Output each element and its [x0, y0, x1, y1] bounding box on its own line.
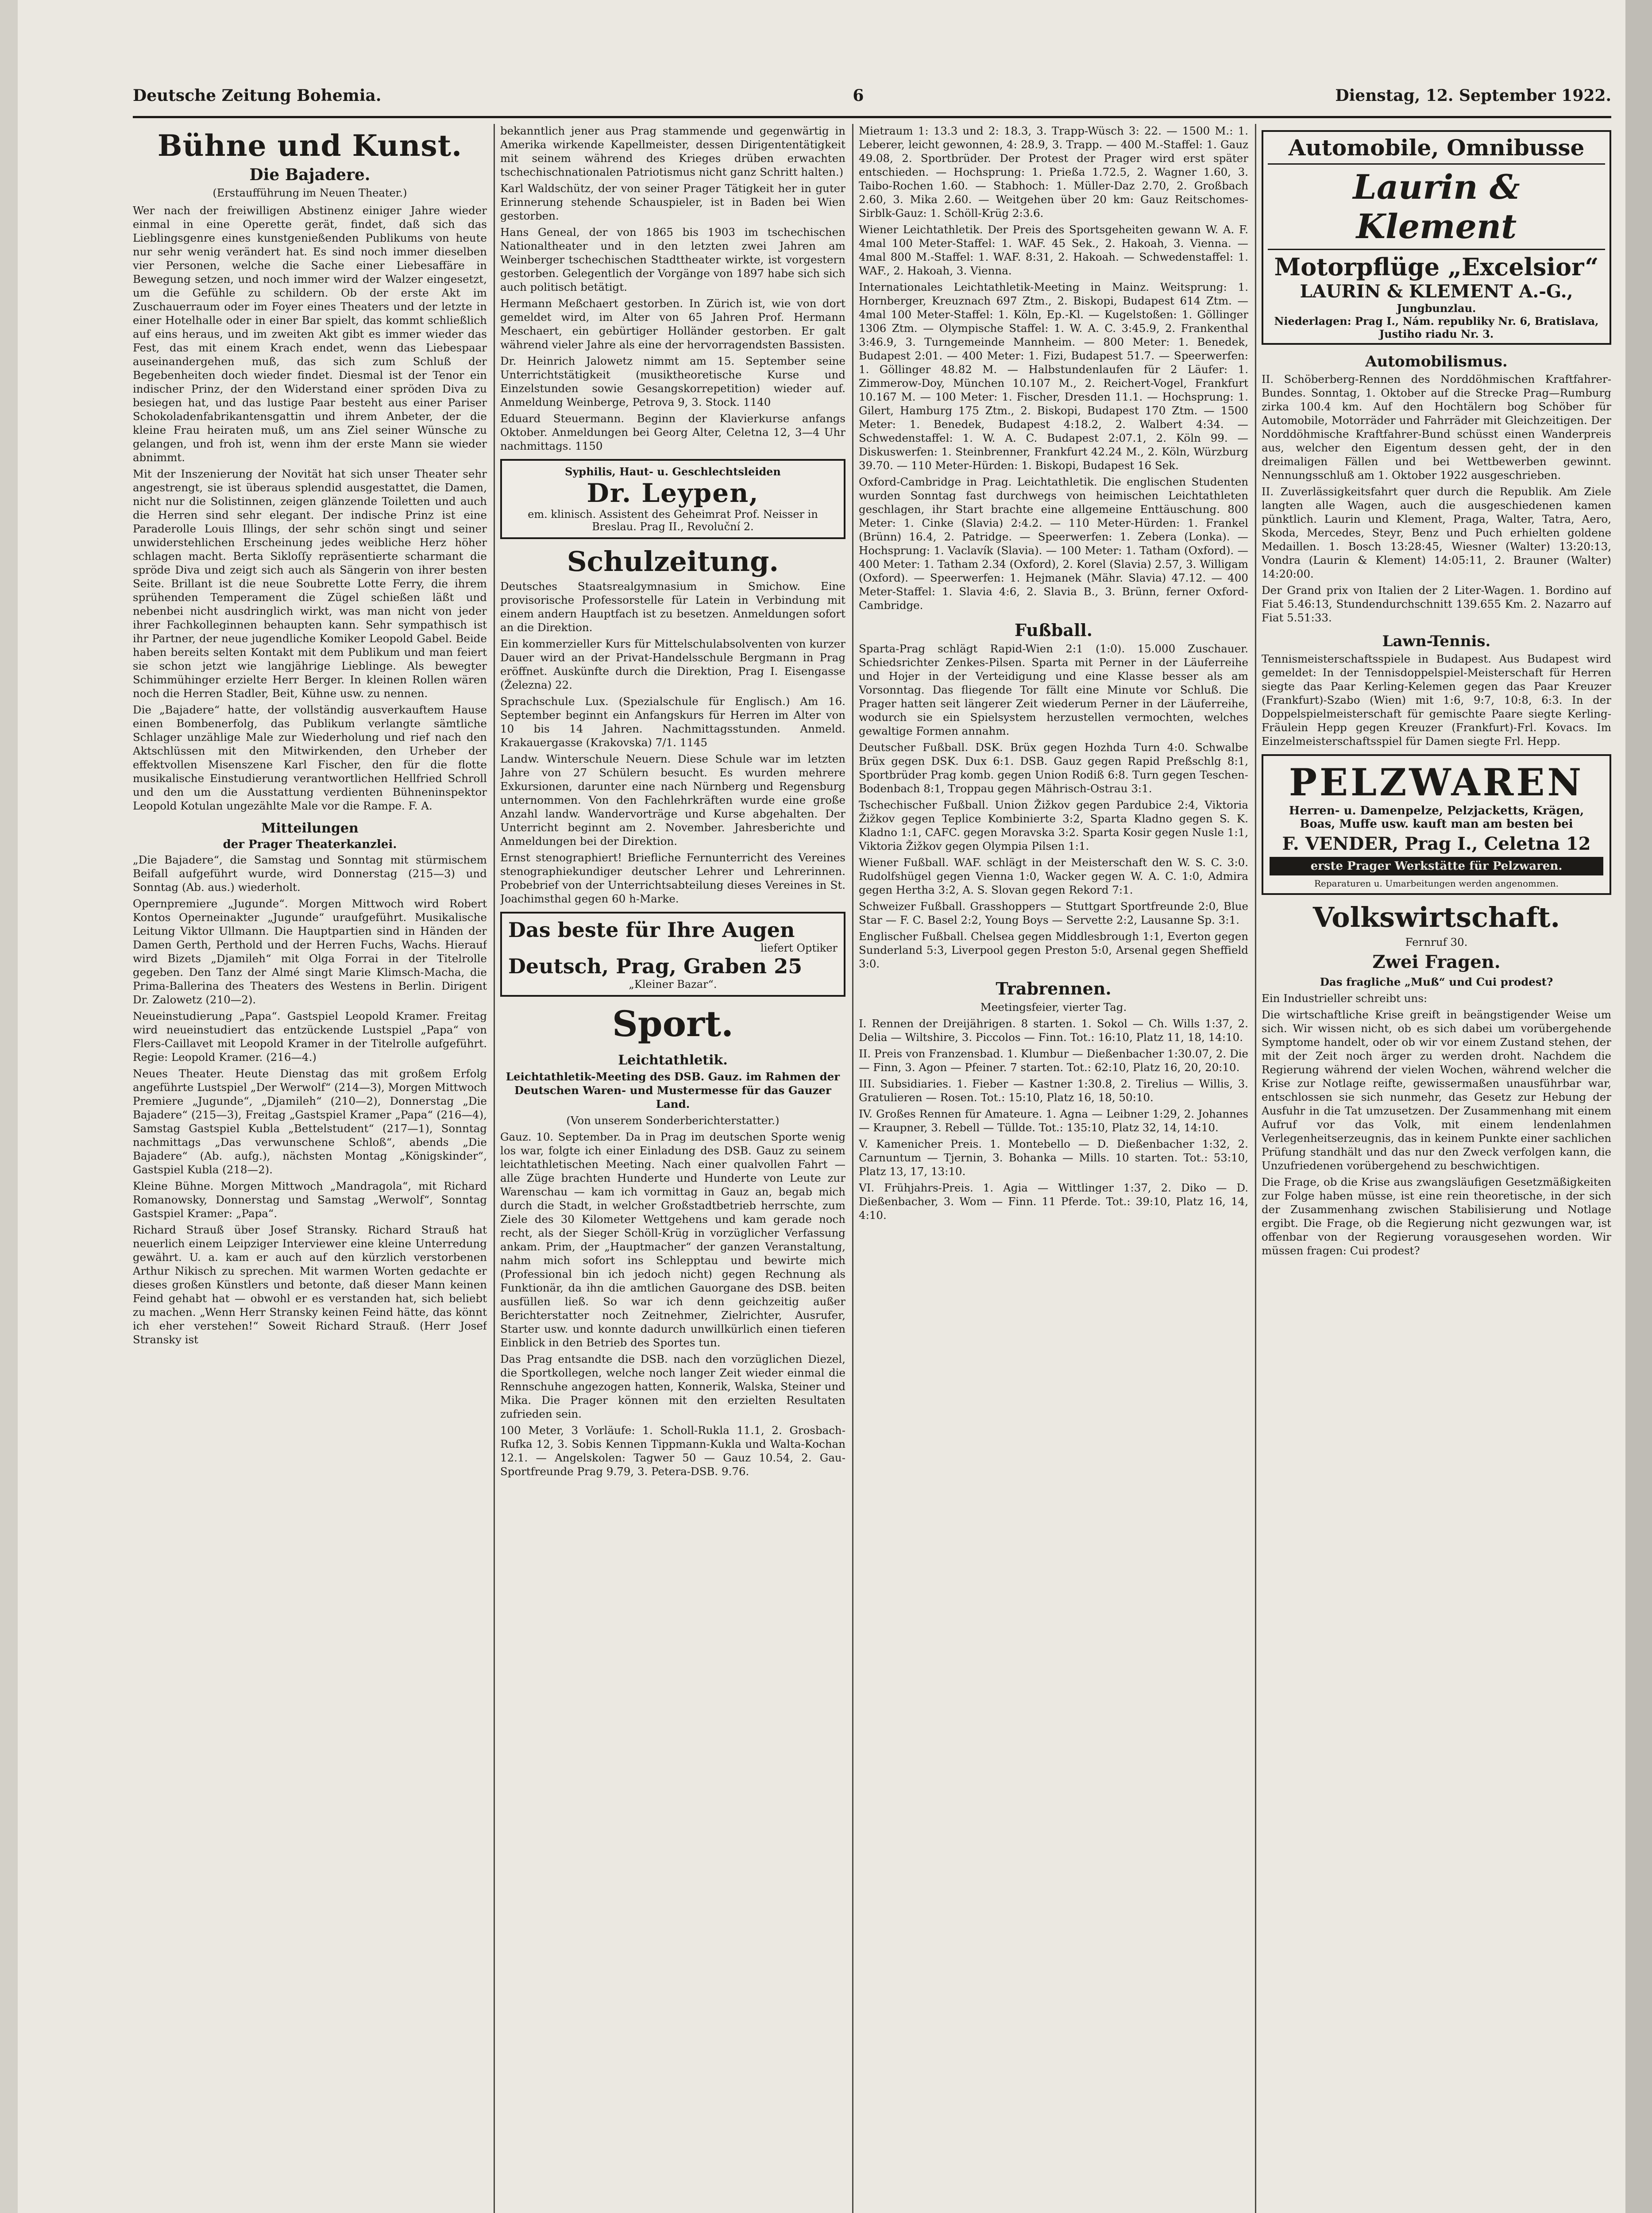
article-paragraph: Hermann Meßchaert gestorben. In Zürich ist, wie von dort gemeldet wird, im Alter von 65 Jahren Prof. Hermann Meschaert, ein gebürtiger Holländer gestorben. Er galt während vieler Jahre als eine der hervorragendsten Bassisten. [500, 297, 845, 351]
ad-augen-line2: liefert Optiker [760, 942, 838, 954]
article-paragraph: 100 Meter, 3 Vorläufe: 1. Scholl-Rukla 11.1, 2. Grosbach-Rufka 12, 3. Sobis Kennen Tippmann-Kukla und Walta-Kochan 12.1. — Angelskolen: Tagwer 50 — Gauz 10.54, 2. Gau-Sportfreunde Prag 9.79, 3. Petera-DSB. 9.76. [500, 1424, 845, 1478]
article-paragraph: Mietraum 1: 13.3 und 2: 18.3, 3. Trapp-Wüsch 3: 22. — 1500 M.: 1. Leberer, leicht gewonnen, 4: 28.9, 3. Trapp. — 400 M.-Staffel: 1. Gauz 49.08, 2. Sportbrüder. Der Protest der Prager wird erst später entschieden. — Hochsprung: 1. Prießa 1.72.5, 2. Wagner 1.60, 3. Taibo-Rochen 1.60. — Stabhoch: 1. Müller-Daz 2.70, 2. Großbach 2.60, 3. Mika 2.60. — Weitgehen über 20 km: Gauz Reitschomes-Sirblk-Gauz: 1. Schöll-Krüg 2:3.6. [859, 124, 1248, 220]
section-title-trabrennen: Trabrennen. [996, 979, 1112, 999]
ad-pelzwaren [1262, 754, 1611, 895]
section-title-leichtathletik: Leichtathletik. [618, 1053, 728, 1068]
article-paragraph: Wiener Fußball. WAF. schlägt in der Meisterschaft den W. S. C. 3:0. Rudolfshügel gegen Vienna 1:0, Wacker gegen W. A. C. 1:0, Admira gegen Hertha 3:2, A. S. Slovan gegen Rekord 7:1. [859, 856, 1248, 896]
header-date: Dienstag, 12. September 1922. [1335, 86, 1611, 105]
ad-leypen-top: Syphilis, Haut- u. Geschlechtsleiden [565, 465, 781, 478]
section-title-schulzeitung: Schulzeitung. [567, 545, 779, 578]
article-paragraph: Opernpremiere „Jugunde“. Morgen Mittwoch wird Robert Kontos Operneinakter „Jugunde“ uraufgeführt. Musikalische Leitung Viktor Ullmann. Die Hauptpartien sind in Händen der Damen Gerth, Perthold und der Herren Fuchs, Wachs. Hierauf wird Bizets „Djamileh“ mit Olga Forrai in der Titelrolle gegeben. Den Tanz der Almé singt Marie Klimsch-Macha, die Prima-Ballerina des Theaters des Westens in Berlin. Dirigent Dr. Zalowetz (210—2). [133, 897, 487, 1006]
article-paragraph: Mit der Inszenierung der Novität hat sich unser Theater sehr angestrengt, sie ist überaus splendid ausgestattet, die Damen, nicht nur die Solistinnen, zeigen glänzende Toiletten und auch die Herren sind sehr elegant. Der indische Prinz ist eine Paraderolle Louis Illings, der sehr schön singt und seiner unwiderstehlichen Erscheinung jedes weibliche Herz höher schlagen macht. Berta Sikloſſy repräsentierte scharmant die spröde Diva und zeigt sich auch als Sängerin von ihrer besten Seite. Brillant ist die neue Soubrette Lotte Ferry, die ihrem sprühenden Temperament die Zügel schießen läßt und nebenbei nicht ausdringlich wirkt, was man nicht von jeder ihrer Fachkolleginnen behaupten kann. Sehr sympathisch ist ihr Partner, der neue jugendliche Komiker Leopold Gabel. Beide haben bereits selten Kontakt mit dem Publikum und man feiert sie schon jetzt wie langjährige Lieblinge. Als bewegter Schimmühinger erzielte Herr Berger. In kleinen Rollen wären noch die Herren Stadler, Beit, Kühne usw. zu nennen. [133, 467, 487, 700]
article-paragraph: Sprachschule Lux. (Spezialschule für Englisch.) Am 16. September beginnt ein Anfangskurs für Herren im Alter von 10 bis 14 Jahren. Nachmittagsstunden. Anmeld. Krakauergasse (Krakovska) 7/1. 1145 [500, 695, 845, 749]
article-paragraph: Dr. Heinrich Jalowetz nimmt am 15. September seine Unterrichtstätigkeit (musiktheoretische Kurse und Einzelstunden sowie Gesangskorrepetition) wieder auf. Anmeldung Weinberge, Petrova 9, 3. Stock. 1140 [500, 355, 845, 409]
ad-augen-line3: Deutsch, Prag, Graben 25 [508, 954, 803, 978]
article-subtitle: Meetingsfeier, vierter Tag. [980, 1001, 1127, 1014]
article-paragraph: Deutsches Staatsrealgymnasium in Smichow. Eine provisorische Professorstelle für Latein in Verbindung mit einem andern Hauptfach ist zu besetzen. Anmeldungen sofort an die Direktion. [500, 580, 845, 634]
section-title-fussball: Fußball. [1014, 620, 1093, 640]
ad-pelz-line2: F. VENDER, Prag I., Celetna 12 [1282, 833, 1591, 854]
article-paragraph: Tschechischer Fußball. Union Žižkov gegen Pardubice 2:4, Viktoria Žižkov gegen Teplice Kombinierte 3:2, Sparta Kladno gegen S. K. Kladno 1:1, CAFC. gegen Moravska 3:2. Sparta Kosir gegen Nusle 1:1, Viktoria Žižkov gegen Olympia Pilsen 1:1. [859, 798, 1248, 852]
ad-augen-line4: „Kleiner Bazar“. [629, 978, 717, 991]
ad-augen-line1: Das beste für Ihre Augen [508, 918, 795, 942]
ad-leypen-detail: em. klinisch. Assistent des Geheimrat Prof. Neisser in Breslau. Prag II., Revoluční 2. [528, 508, 818, 533]
ad-pelz-line4: Reparaturen u. Umarbeitungen werden angenommen. [1314, 878, 1559, 889]
page-left-edge [0, 0, 18, 2213]
page-header [133, 82, 1611, 109]
section-title-automobilismus: Automobilismus. [1365, 353, 1508, 370]
article-paragraph: II. Schöberberg-Rennen des Norddöhmischen Kraftfahrer-Bundes. Sonntag, 1. Oktober auf die Strecke Prag—Rumburg zirka 100.4 km. Auf den Hochtälern bog Schöber für Automobile, Motorräder und Fahrräder mit Gleichzeitigen. Der Norddöhmische Kraftfahrer-Bund schüsst einen Wanderpreis aus, welcher den Eigentum dessen geht, der in den dreimaligen Fällen und bei Wettbewerben gewinnt. Nennungsschluß am 1. Oktober 1922 ausgeschrieben. [1262, 373, 1611, 482]
article-paragraph: Karl Waldschütz, der von seiner Prager Tätigkeit her in guter Erinnerung stehende Schauspieler, ist in Baden bei Wien gestorben. [500, 182, 845, 222]
ad-laurin-klement [1262, 130, 1611, 345]
article-paragraph: Sparta-Prag schlägt Rapid-Wien 2:1 (1:0). 15.000 Zuschauer. Schiedsrichter Zenkes-Pilsen. Sparta mit Perner in der Läuferreihe und Hojer in der Verteidigung und eine Klasse besser als am Vorsonntag. Das fliegende Tor fällt eine Minute vor Schluß. Die Prager hatten seit längerer Zeit wiederum Perner in der Läuferreihe, wodurch sie ein Spielsystem herzustellen vermochten, welches gewaltige Formen annahm. [859, 642, 1248, 737]
column-4 [1262, 124, 1611, 2213]
article-paragraph: V. Kamenicher Preis. 1. Montebello — D. Dießenbacher 1:32, 2. Carnuntum — Tjernin, 3. Bohanka — Mills. 10 starten. Tot.: 53:10, Platz 13, 17, 13:10. [859, 1137, 1248, 1178]
header-rule [133, 116, 1611, 118]
laurin-klement-logo [1268, 163, 1605, 250]
article-paragraph: II. Zuverlässigkeitsfahrt quer durch die Republik. Am Ziele langten alle Wagen, auch die ausgeschiedenen kamen pünktlich. Laurin und Klement, Praga, Walter, Tatra, Aero, Skoda, Mercedes, Steyr, Benz und Puch erhielten goldene Medaillen. 1. Bosch 13:28:45, Wiesner (Walter) 13:20:13, Vondra (Laurin & Klement) 14:05:11, 2. Brauner (Walter) 14:20:00. [1262, 485, 1611, 580]
ad-leypen [500, 459, 845, 539]
article-paragraph: Kleine Bühne. Morgen Mittwoch „Mandragola“, mit Richard Romanowsky, Donnerstag und Samstag „Werwolf“, Sonntag Gastspiel Kramer: „Papa“. [133, 1180, 487, 1220]
ad-leypen-name: Dr. Leypen, [587, 478, 759, 508]
article-paragraph: Schweizer Fußball. Grasshoppers — Stuttgart Sportfreunde 2:0, Blue Star — F. C. Basel 2:2, Young Boys — Servette 2:2, Lausanne Sp. 3:1. [859, 900, 1248, 926]
ad-augen [500, 912, 845, 997]
article-paragraph: Tennismeisterschaftsspiele in Budapest. Aus Budapest wird gemeldet: In der Tennisdoppelspiel-Meisterschaft für Herren siegte das Paar Kerling-Kelemen gegen das Paar Kreuzer (Frankfurt)-Szabo (Wien) mit 1:6, 9:7, 10:8, 6:3. In der Doppelspielmeisterschaft für gemischte Paare siegte Kerling-Fräulein Hepp gegen Kreuzer (Frankfurt)-Frl. Kovacs. Im Einzelmeisterschaftsspiel für Damen siegte Frl. Hepp. [1262, 652, 1611, 748]
article-paragraph: Das Prag entsandte die DSB. nach den vorzüglichen Diezel, die Sportkollegen, welche noch langer Zeit wieder einmal die Rennschuhe angezogen hatten, Konnerik, Walska, Steiner und Mika. Die Prager können mit den erzielten Resultaten zufrieden sein. [500, 1353, 845, 1420]
article-paragraph: Wer nach der freiwilligen Abstinenz einiger Jahre wieder einmal in eine Operette gerät, findet, daß sich das Lieblingsgenre eines kunstgenießenden Publikums von heute nur sehr wenig verändert hat. Es sind noch immer dieselben vier Personen, welche die Sache einer Liebesaffäre in Bewegung setzen, und noch immer wird der Walzer eingesetzt, um die Gefühle zu schildern. Ob der erste Akt im Zuschauerraum oder im Foyer eines Theaters und der letzte in einer Hotelhalle oder in einer Bar spielt, das kommt schließlich auf eins heraus, und im zweiten Akt gibt es immer wieder das Fest, das mit einem Krach endet, wenn das Liebespaar auseinandergehen muß, das sich zum Schluß der Begebenheiten doch wieder findet. Diesmal ist der Tenor ein indischer Prinz, der den Widerstand einer spröden Diva zu besiegen hat, und das lustige Paar besteht aus einer Pariser Schokoladenfabrikantensgattin und ihrem Anbeter, der die kleine Frau heiraten muß, um ans Ziel seiner Wünsche zu gelangen, und froh ist, wenn ihm der erste Mann sie wieder abnimmt. [133, 204, 487, 464]
article-paragraph: Eduard Steuermann. Beginn der Klavierkurse anfangs Oktober. Anmeldungen bei Georg Alter, Celetna 12, 3—4 Uhr nachmittags. 1150 [500, 412, 845, 452]
column-rule [852, 124, 853, 2213]
header-newspaper-name: Deutsche Zeitung Bohemia. [133, 86, 382, 105]
article-paragraph: IV. Großes Rennen für Amateure. 1. Agna — Leibner 1:29, 2. Johannes — Kraupner, 3. Rebell — Tüllde. Tot.: 135:10, Platz 32, 14, 14:10. [859, 1107, 1248, 1134]
column-1 [133, 124, 487, 2213]
section-title-lawn-tennis: Lawn-Tennis. [1382, 632, 1491, 650]
section-title-sport: Sport. [612, 1003, 734, 1045]
article-paragraph: III. Subsidiaries. 1. Fieber — Kastner 1:30.8, 2. Tirelius — Willis, 3. Gratulieren — Rosen. Tot.: 15:10, Platz 16, 18, 50:10. [859, 1077, 1248, 1104]
article-paragraph: Deutscher Fußball. DSK. Brüx gegen Hozhda Turn 4:0. Schwalbe Brüx gegen DSK. Dux 6:1. DSB. Gauz gegen Rapid Preßschlg 8:1, Sportbrüder Prag komb. gegen Union Rodiß 6:8. Turn gegen Teschen-Bodenbach 8:1, Troppau gegen Mährisch-Ostrau 3:1. [859, 741, 1248, 795]
article-paragraph: Der Grand prix von Italien der 2 Liter-Wagen. 1. Bordino auf Fiat 5.46:13, Stundendurchschnitt 139.655 Km. 2. Nazarro auf Fiat 5.51:33. [1262, 584, 1611, 624]
article-title-bajadere: Die Bajadere. [249, 166, 371, 184]
section-ref: Fernruf 30. [1405, 936, 1468, 948]
ad-auto-title: Automobile, Omnibusse [1288, 135, 1585, 161]
article-subtitle: Das fragliche „Muß“ und Cui prodest? [1320, 975, 1553, 988]
ad-pelz-line1: Herren- u. Damenpelze, Pelzjacketts, Krägen, Boas, Muffe usw. kauft man am besten bei [1289, 804, 1584, 831]
article-paragraph: I. Rennen der Dreijährigen. 8 starten. 1. Sokol — Ch. Wills 1:37, 2. Delia — Wiltshire, 3. Piccolos — Finn. Tot.: 16:10, Platz 11, 18, 14:10. [859, 1017, 1248, 1044]
article-paragraph: Die Frage, ob die Krise aus zwangsläufigen Gesetzmäßigkeiten zur Folge haben müsse, ist eine rein theoretische, in der sich der Zusammenhang zwischen Stabilisierung und Notlage ergibt. Die Frage, ob die Regierung nicht gezwungen war, ist offenbar von der Regierung vorausgesehen worden. Wir müssen fragen: Cui prodest? [1262, 1176, 1611, 1257]
article-paragraph: Internationales Leichtathletik-Meeting in Mainz. Weitsprung: 1. Hornberger, Kreuznach 697 Ztm., 2. Biskopi, Budapest 614 Ztm. — 4mal 100 Meter-Staffel: 1. Köln, Ep.-Kl. — Kugelstoßen: 1. Göllinger 1306 Ztm. — Olympische Staffel: 1. W. A. C. 3:45.9, 2. Frankenthal 3:46.9, 3. Turngemeinde Mannheim. — 800 Meter: 1. Benedek, Budapest 2:01. — 400 Meter: 1. Fizi, Budapest 51.7. — Speerwerfen: 1. Göllinger 48.82 M. — Halbstundenlaufen für 2 Läufer: 1. Zimmerow-Doy, München 10.107 M., 2. Reichert-Vogel, Frankfurt 10.167 M. — 100 Meter: 1. Fischer, Dresden 11.1. — Hochsprung: 1. Gilert, Hamburg 175 Ztm., 2. Biskopi, Budapest 170 Ztm. — 1500 Meter: 1. Benedek, Budapest 4:18.2, 2. Walbert 4:34. — Schwedenstaffel: 1. W. A. C. Budapest 2:07.1, 2. Köln 99. — Diskuswerfen: 1. Steinbrenner, Frankfurt 42.24 M., 2. Köln, Würzburg 39.70. — 110 Meter-Hürden: 1. Biskopi, Budapest 16 Sek. [859, 281, 1248, 472]
ad-auto-company: LAURIN & KLEMENT A.-G., [1300, 281, 1573, 302]
ad-auto-brand: Laurin & Klement [1353, 167, 1520, 246]
article-paragraph: Ein kommerzieller Kurs für Mittelschulabsolventen von kurzer Dauer wird an der Privat-Handelsschule Bergmann in Prag eröffnet. Auskünfte durch die Direktion, Prag I. Eisengasse (Železna) 22. [500, 637, 845, 691]
article-paragraph: Neues Theater. Heute Dienstag das mit großem Erfolg angeführte Lustspiel „Der Werwolf“ (214—3), Morgen Mittwoch Premiere „Jugunde“, „Djamileh“ (210—2), Donnerstag „Die Bajadere“ (215—3), Freitag „Gastspiel Kramer „Papa“ (216—4), Samstag Gastspiel Kubla „Bettelstudent“ (217—1), Sonntag nachmittags „Das verwunschene Schloß“, abends „Die Bajadere“ (Ab. aufg.), nächsten Montag „Königskinder“, Gastspiel Kubla (218—2). [133, 1067, 487, 1176]
ad-pelz-title: PELZWAREN [1289, 760, 1584, 804]
ad-auto-place: Jungbunzlau. [1397, 302, 1476, 315]
header-page-number: 6 [853, 86, 864, 105]
article-paragraph: Richard Strauß über Josef Stransky. Richard Strauß hat neuerlich einem Leipziger Interviewer eine kleine Unterredung gewährt. U. a. kam er auch auf den kürzlich verstorbenen Arthur Nikisch zu sprechen. Mit warmen Worten gedachte er dieses großen Künstlers und betonte, daß dieser Mann keinen Feind gehabt hat — obwohl er es verstanden hat, sich beliebt zu machen. „Wenn Herr Stransky keinen Feind hätte, das könnt ich eher verstehen!“ Soweit Richard Strauß. (Herr Josef Stransky ist [133, 1223, 487, 1346]
column-rule [1255, 124, 1256, 2213]
column-3 [859, 124, 1248, 2213]
article-paragraph: Ein Industrieller schreibt uns: [1262, 992, 1428, 1005]
article-paragraph: Hans Geneal, der von 1865 bis 1903 im tschechischen Nationaltheater und in den letzten zwei Jahren am Weinberger tschechischen Stadttheater wirkte, ist vorgestern gestorben. Gelegentlich der Vorgänge von 1897 habe sich sich auch politisch betätigt. [500, 226, 845, 293]
article-note: (Erstaufführung im Neuen Theater.) [212, 187, 407, 199]
page-right-edge [1625, 0, 1652, 2213]
article-intro: Leichtathletik-Meeting des DSB. Gauz. im Rahmen der Deutschen Waren- und Mustermesse für das Gauzer Land. [506, 1070, 840, 1110]
article-title-zwei-fragen: Zwei Fragen. [1372, 952, 1501, 972]
section-title-volkswirtschaft: Volkswirtschaft. [1312, 901, 1560, 933]
article-paragraph: Landw. Winterschule Neuern. Diese Schule war im letzten Jahre von 27 Schülern besucht. Es wurden mehrere Exkursionen, darunter eine nach Nürnberg und Regensburg unternommen. Von den Fachlehrkräften wurde eine große Anzahl landw. Wandervorträge und Kurse abgehalten. Der Unterricht beginnt am 2. November. Jahresberichte und Anmeldungen bei der Direktion. [500, 752, 845, 848]
section-title-buehne: Bühne und Kunst. [157, 128, 463, 163]
article-paragraph: bekanntlich jener aus Prag stammende und gegenwärtig in Amerika wirkende Kapellmeister, dessen Dirigententätigkeit mit seinem während des Krieges drüben erwachten tschechischnationalen Patriotismus nicht ganz Schritt halten.) [500, 124, 845, 178]
article-paragraph: Die „Bajadere“ hatte, der vollständig ausverkauftem Hause einen Bombenerfolg, das Publikum verlangte sämtliche Schlager unzählige Male zur Wiederholung und rief nach den Aktschlüssen mit den Mitwirkenden, den Urheber der effektvollen Misenszene Karl Fischer, den für die flotte musikalische Einstudierung verantwortlichen Hellfried Schroll und den um die Ausstattung verdienten Bühneninspektor Leopold Kotulan ungezählte Male vor die Rampe. F. A. [133, 703, 487, 812]
article-paragraph: Gauz. 10. September. Da in Prag im deutschen Sporte wenig los war, folgte ich einer Einladung des DSB. Gauz zu seinem leichtathletischen Meeting. Nach einer qualvollen Fahrt — alle Züge brachten Hunderte und Hunderte von Leute zur Warenschau — kam ich vormittag in Gauz an, begab mich durch die Stadt, in welcher Großstadtbetrieb herrschte, zum Ziele des 30 Kilometer Wettgehens und kam gerade noch recht, als der Sieger Schöll-Krüg in vorzüglicher Verfassung ankam. Prim, der „Hauptmacher“ der ganzen Veranstaltung, nahm mich sofort ins Schlepptau und bewirte mich (Professional bin ich jedoch nicht) gegen Rechnung als Funktionär, da ihn die amtlichen Gauorgane des DSB. beiten ausfüllen ließ. So war ich denn geichzeitig außer Berichterstatter noch Zeitnehmer, Zielrichter, Ausrufer, Starter usw. und konnte dadurch unwillkürlich einen tieferen Einblick in den Betrieb des Sportes tun. [500, 1130, 845, 1349]
ad-auto-branches: Niederlagen: Prag I., Nám. republiky Nr. 6, Bratislava, Justiho riadu Nr. 3. [1274, 315, 1599, 340]
article-paragraph: II. Preis von Franzensbad. 1. Klumbur — Dießenbacher 1:30.07, 2. Die — Finn, 3. Agon — Pfeiner. 7 starten. Tot.: 62:10, Platz 16, 20, 20:10. [859, 1047, 1248, 1074]
article-paragraph: Wiener Leichtathletik. Der Preis des Sportsgeheiten gewann W. A. F. 4mal 100 Meter-Staffel: 1. WAF. 45 Sek., 2. Hakoah, 3. Vienna. — 4mal 800 M.-Staffel: 1. WAF. 8:31, 2. Hakoah. — Schwedenstaffel: 1. WAF., 2. Hakoah, 3. Vienna. [859, 223, 1248, 277]
article-paragraph: Die wirtschaftliche Krise greift in beängstigender Weise um sich. Wir wissen nicht, ob es sich dabei um vorübergehende Symptome handelt, oder ob wir vor einem Zustand stehen, der mit der Zeit noch ärger zu werden droht. Nachdem die Regierung während der vielen Wochen, während welcher die Krise zur Notlage reifte, gewissermaßen unausführbar war, entschlossen sie sich nunmehr, das Gesetz zur Hebung der Ausfuhr in die Tat umzusetzen. Der Zusammenhang mit einem Aufruf vor das Volk, mit einem lendenlahmen Verlegenheitserzeugnis, das in keinem Punkte einer sachlichen Prüfung standhält und das nur den Zweck verfolgen kann, die Unzufriedenen vorübergehend zu beschwichtigen. [1262, 1008, 1611, 1172]
section-subtitle-mitteilungen: der Prager Theaterkanzlei. [223, 838, 397, 851]
article-paragraph: VI. Frühjahrs-Preis. 1. Agia — Wittlinger 1:37, 2. Diko — D. Dießenbacher, 3. Wom — Finn. 11 Pferde. Tot.: 39:10, Platz 16, 14, 4:10. [859, 1181, 1248, 1222]
section-title-mitteilungen: Mitteilungen [261, 821, 359, 836]
article-paragraph: Englischer Fußball. Chelsea gegen Middlesbrough 1:1, Everton gegen Sunderland 5:3, Liverpool gegen Preston 5:0, Arsenal gegen Sheffield 3:0. [859, 930, 1248, 970]
article-paragraph: „Die Bajadere“, die Samstag und Sonntag mit stürmischem Beifall aufgeführt wurde, wird Donnerstag (215—3) und Sonntag (Ab. aus.) wiederholt. [133, 853, 487, 894]
article-paragraph: Neueinstudierung „Papa“. Gastspiel Leopold Kramer. Freitag wird neueinstudiert das entzückende Lustspiel „Papa“ von Flers-Caillavet mit Leopold Kramer in der Titelrolle aufgeführt. Regie: Leopold Kramer. (216—4.) [133, 1010, 487, 1064]
column-2 [500, 124, 845, 2213]
ad-pelz-line3: erste Prager Werkstätte für Pelzwaren. [1270, 857, 1603, 875]
ad-auto-motor: Motorpflüge „Excelsior“ [1274, 253, 1599, 281]
article-paragraph: Ernst stenographiert! Briefliche Fernunterricht des Vereines stenographiekundiger deutscher Lehrer und Lehrerinnen. Probebrief von der Unterrichtsabteilung dieses Vereines in St. Joachimsthal gegen 60 h-Marke. [500, 851, 845, 905]
column-rule [494, 124, 495, 2213]
article-byline: (Von unserem Sonderberichterstatter.) [566, 1114, 780, 1127]
article-paragraph: Oxford-Cambridge in Prag. Leichtathletik. Die englischen Studenten wurden Sonntag fast durchwegs von heimischen Leichtathleten geschlagen, ihr Start brachte eine allgemeine Enttäuschung. 800 Meter: 1. Cinke (Slavia) 2:4.2. — 110 Meter-Hürden: 1. Frankel (Brünn) 16.4, 2. Patridge. — Speerwerfen: 1. Zebera (Lonka). — Hochsprung: 1. Vaclavík (Slavia). — 100 Meter: 1. Tatham (Oxford). — 400 Meter: 1. Tatham 2.34 (Oxford), 2. Korel (Slavia) 2.57, 3. Willigam (Oxford). — Speerwerfen: 1. Hejmanek (Mähr. Slavia) 47.12. — 400 Meter-Staffel: 1. Slavia 4:6, 2. Slavia B., 3. Brünn, ferner Oxford-Cambridge. [859, 475, 1248, 612]
